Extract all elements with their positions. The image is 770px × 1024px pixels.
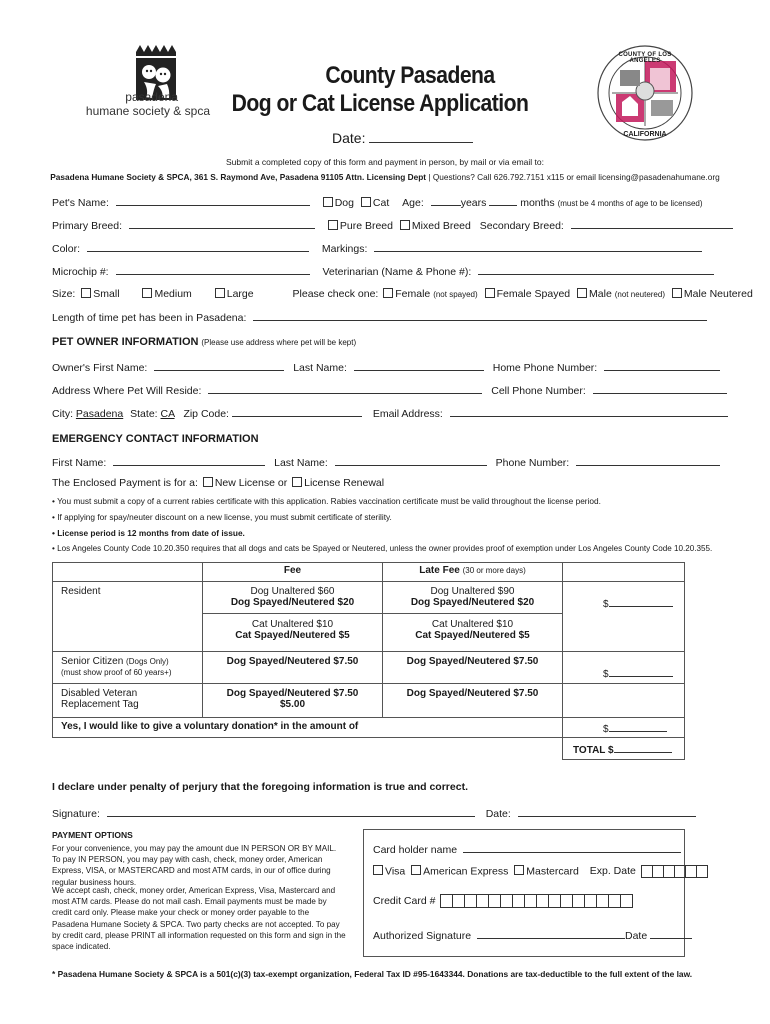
- emergency-last-name-input[interactable]: [335, 455, 487, 466]
- owner-note: (Please use address where pet will be kept): [201, 338, 357, 347]
- pure-breed-label: Pure Breed: [339, 220, 393, 232]
- auth-signature-row: [373, 928, 692, 942]
- color-label: Color:: [52, 243, 81, 255]
- total-label: TOTAL $: [573, 745, 614, 756]
- payment-for-label: The Enclosed Payment is for a:: [52, 477, 198, 489]
- emergency-first-name-input[interactable]: [113, 455, 265, 466]
- senior-note-2: (must show proof of 60 years+): [61, 668, 172, 677]
- logo: [80, 42, 210, 122]
- owner-address-input[interactable]: [208, 383, 482, 394]
- veteran-fee-1: Dog Spayed/Neutered $7.50: [226, 688, 359, 699]
- veteran-fee-2: $5.00: [279, 699, 306, 710]
- logo-line2: humane society & spca: [85, 104, 210, 118]
- date-field: [332, 130, 473, 146]
- male-neutered-checkbox[interactable]: [672, 288, 682, 298]
- zip-label: Zip Code:: [183, 408, 229, 420]
- pure-breed-checkbox[interactable]: [328, 220, 338, 230]
- card-type-row: [373, 865, 708, 878]
- age-years-input[interactable]: [431, 195, 461, 206]
- senior-amount-input[interactable]: [609, 666, 673, 677]
- length-input[interactable]: [253, 310, 707, 321]
- senior-label: Senior Citizen: [61, 656, 124, 667]
- female-label: Female: [395, 288, 431, 300]
- resident-dog-spayed: Dog Spayed/Neutered $20: [230, 597, 355, 608]
- signature-input[interactable]: [107, 806, 475, 817]
- resident-late-dog-unaltered: Dog Unaltered $90: [430, 586, 515, 597]
- resident-dog-unaltered: Dog Unaltered $60: [250, 586, 335, 597]
- owner-last-name-label: Last Name:: [293, 362, 347, 374]
- mixed-breed-checkbox[interactable]: [400, 220, 410, 230]
- bullet-3: • License period is 12 months from date of issue.: [52, 528, 245, 538]
- markings-label: Markings:: [321, 243, 368, 255]
- large-checkbox[interactable]: [215, 288, 225, 298]
- owner-address-label: Address Where Pet Will Reside:: [52, 385, 202, 397]
- total-cell: [563, 738, 685, 760]
- late-fee-header: [383, 563, 563, 582]
- state-value[interactable]: CA: [160, 408, 175, 420]
- city-label: City:: [52, 408, 73, 420]
- check-one-label: Please check one:: [292, 288, 379, 300]
- senior-note-1: (Dogs Only): [126, 657, 169, 666]
- veteran-fee-cell: [203, 684, 383, 718]
- male-neutered-label: Male Neutered: [683, 288, 753, 300]
- veteran-late-fee: Dog Spayed/Neutered $7.50: [383, 684, 563, 718]
- total-input[interactable]: [614, 742, 672, 753]
- color-row: [52, 241, 702, 255]
- resident-late-cat-divider: [383, 613, 562, 641]
- dog-label: Dog: [334, 197, 354, 209]
- signature-row: [52, 806, 696, 820]
- emergency-last-name-label: Last Name:: [274, 457, 328, 469]
- resident-late-dog-spayed: Dog Spayed/Neutered $20: [410, 597, 535, 608]
- female-spayed-label: Female Spayed: [496, 288, 571, 300]
- table-row: [53, 738, 685, 760]
- medium-label: Medium: [154, 288, 192, 300]
- table-row: [53, 563, 685, 582]
- table-row: [53, 582, 685, 652]
- resident-fee-cell: [203, 582, 383, 652]
- fee-table: [52, 562, 685, 760]
- cat-checkbox[interactable]: [361, 197, 371, 207]
- vet-label: Veterinarian (Name & Phone #):: [322, 266, 472, 278]
- renewal-label: License Renewal: [304, 477, 385, 489]
- auth-date-input[interactable]: [650, 928, 692, 939]
- payment-for-row: [52, 477, 384, 489]
- seal-top-text: COUNTY OF LOS ANGELES: [618, 52, 672, 64]
- dog-checkbox[interactable]: [323, 197, 333, 207]
- renewal-checkbox[interactable]: [292, 477, 302, 487]
- footer-note: * Pasadena Humane Society & SPCA is a 501(c)(3) tax-exempt organization, Federal Tax ID #95-1643344. Donations are tax-deductible to the full extent of the law.: [52, 969, 693, 979]
- submit-note: Submit a completed copy of this form and payment in person, by mail or via email to:: [226, 157, 544, 167]
- credit-card-label: Credit Card #: [373, 894, 436, 907]
- pet-name-input[interactable]: [116, 195, 310, 206]
- new-license-label: New License or: [214, 477, 288, 489]
- city-value[interactable]: Pasadena: [75, 408, 124, 420]
- owner-name-row: [52, 360, 720, 374]
- male-checkbox[interactable]: [577, 288, 587, 298]
- home-phone-input[interactable]: [604, 360, 720, 371]
- medium-checkbox[interactable]: [142, 288, 152, 298]
- bullet-3-text: License period is 12 months from date of issue.: [57, 528, 245, 538]
- owner-city-row: [52, 406, 728, 420]
- seal-bottom-text: CALIFORNIA: [623, 131, 667, 138]
- resident-label: Resident: [53, 582, 203, 652]
- bullet-2: • If applying for spay/neuter discount on a new license, you must submit certificate of sterility.: [52, 512, 392, 522]
- new-license-checkbox[interactable]: [203, 477, 213, 487]
- primary-breed-input[interactable]: [129, 218, 315, 229]
- bullet-2-text: If applying for spay/neuter discount on a new license, you must submit certificate of sterility.: [57, 512, 392, 522]
- months-label: months: [520, 197, 555, 209]
- female-spayed-checkbox[interactable]: [485, 288, 495, 298]
- mastercard-label: Mastercard: [526, 865, 579, 878]
- pet-name-row: [52, 195, 703, 209]
- visa-checkbox[interactable]: [373, 865, 383, 875]
- emergency-phone-input[interactable]: [576, 455, 720, 466]
- exp-digit[interactable]: [696, 865, 708, 878]
- logo-line1: pasadena: [125, 90, 178, 104]
- payment-options-p1: For your convenience, you may pay the amount due IN PERSON OR BY MAIL. To pay IN PERSON, you may pay with cash, check, money order, American Express, VISA, or MASTERCARD and most ATM cards, in our of office during regular business hours.: [52, 844, 337, 887]
- months-note: (must be 4 months of age to be licensed): [557, 199, 703, 208]
- credit-card-boxes[interactable]: [441, 895, 633, 907]
- microchip-row: [52, 264, 714, 278]
- declaration-date-label: Date:: [485, 808, 511, 820]
- cell-phone-input[interactable]: [593, 383, 727, 394]
- owner-title: PET OWNER INFORMATION: [52, 336, 199, 348]
- resident-late-fee-cell: [383, 582, 563, 652]
- fee-header: Fee: [203, 563, 383, 582]
- amex-checkbox[interactable]: [411, 865, 421, 875]
- veteran-amount-cell: [563, 684, 685, 718]
- bullet-4: • Los Angeles County Code 10.20.350 requires that all dogs and cats be Spayed or Neutered, unless the owner provides proof of exemption under Los Angeles County Code 10.20.355.: [52, 544, 713, 553]
- donation-dollar: $: [603, 724, 609, 735]
- cell-phone-label: Cell Phone Number:: [491, 385, 586, 397]
- total-spacer: [53, 738, 563, 760]
- length-label: Length of time pet has been in Pasadena:: [52, 312, 247, 324]
- veteran-label-2: Replacement Tag: [61, 699, 139, 710]
- cc-digit[interactable]: [620, 894, 633, 908]
- cat-label: Cat: [372, 197, 390, 209]
- amex-label: American Express: [423, 865, 509, 878]
- owner-first-name-label: Owner's First Name:: [52, 362, 148, 374]
- vet-input[interactable]: [478, 264, 714, 275]
- card-holder-input[interactable]: [463, 842, 681, 853]
- female-checkbox[interactable]: [383, 288, 393, 298]
- bullet-4-text: Los Angeles County Code 10.20.350 requires that all dogs and cats be Spayed or Neutered, unless the owner provides proof of exemption under Los Angeles County Code 10.20.355.: [57, 544, 713, 553]
- secondary-breed-label: Secondary Breed:: [479, 220, 564, 232]
- page-title-line2: Dog or Cat License Application: [231, 90, 529, 117]
- zip-input[interactable]: [232, 406, 362, 417]
- veteran-cell: [53, 684, 203, 718]
- resident-dollar: $: [603, 599, 609, 610]
- donation-input[interactable]: [609, 721, 667, 732]
- signature-label: Signature:: [52, 808, 100, 820]
- senior-fee: Dog Spayed/Neutered $7.50: [203, 652, 383, 684]
- owner-last-name-input[interactable]: [354, 360, 484, 371]
- resident-cat-spayed: Cat Spayed/Neutered $5: [235, 630, 350, 641]
- microchip-label: Microchip #:: [52, 266, 109, 278]
- resident-amount-input[interactable]: [609, 596, 673, 607]
- senior-dollar: $: [603, 669, 609, 680]
- small-checkbox[interactable]: [81, 288, 91, 298]
- page-title-line1: County Pasadena: [325, 62, 495, 89]
- table-row: [53, 684, 685, 718]
- email-label: Email Address:: [372, 408, 443, 420]
- auth-signature-label: Authorized Signature: [373, 930, 472, 942]
- table-row: [53, 652, 685, 684]
- breed-row: [52, 218, 733, 232]
- auth-date-label: Date: [625, 930, 648, 942]
- late-fee-header-label: Late Fee: [419, 565, 460, 576]
- declaration-date-input[interactable]: [518, 806, 696, 817]
- exp-date-label: Exp. Date: [589, 865, 636, 878]
- credit-card-box: [363, 829, 685, 957]
- contact-line: [0, 172, 770, 182]
- pet-name-label: Pet's Name:: [52, 197, 109, 209]
- date-label: Date:: [332, 130, 366, 146]
- amount-header: [563, 563, 685, 582]
- large-label: Large: [226, 288, 254, 300]
- age-label: Age:: [402, 197, 424, 209]
- emergency-phone-label: Phone Number:: [495, 457, 570, 469]
- years-label: years: [460, 197, 487, 209]
- home-phone-label: Home Phone Number:: [492, 362, 598, 374]
- size-label: Size:: [52, 288, 76, 300]
- bullet-1: • You must submit a copy of a current rabies certificate with this application. Rabies vaccination certificate must be valid throughout the license period.: [52, 496, 601, 506]
- card-holder-row: [373, 842, 681, 856]
- color-input[interactable]: [87, 241, 309, 252]
- mixed-breed-label: Mixed Breed: [411, 220, 471, 232]
- card-holder-label: Card holder name: [373, 844, 458, 856]
- senior-amount-cell: [563, 652, 685, 684]
- secondary-breed-input[interactable]: [571, 218, 733, 229]
- emergency-title: EMERGENCY CONTACT INFORMATION: [52, 433, 259, 445]
- payment-options-p2: We accept cash, check, money order, American Express, Visa, Mastercard and most ATM cards. Please do not mail cash. Email payments must be made by credit card only. Please make your check or money order payable to the Pasadena Humane Society & SPCA. Two party checks are not accepted. To pay by credit card, please PRINT all information requested on this form and sign in the space indicated.: [52, 886, 346, 952]
- mastercard-checkbox[interactable]: [514, 865, 524, 875]
- emergency-first-name-label: First Name:: [52, 457, 107, 469]
- owner-first-name-input[interactable]: [154, 360, 284, 371]
- email-input[interactable]: [450, 406, 728, 417]
- contact-info: | Questions? Call 626.792.7151 x115 or email licensing@pasadenahumane.org: [428, 172, 720, 182]
- visa-label: Visa: [385, 865, 406, 878]
- markings-input[interactable]: [374, 241, 702, 252]
- resident-late-cat-unaltered: Cat Unaltered $10: [431, 619, 514, 630]
- male-label: Male: [589, 288, 612, 300]
- donation-label: Yes, I would like to give a voluntary donation* in the amount of: [53, 718, 563, 738]
- not-spayed-note: (not spayed): [433, 290, 478, 299]
- emergency-name-row: [52, 455, 720, 469]
- senior-cell: [53, 652, 203, 684]
- size-row: [52, 288, 753, 300]
- age-months-input[interactable]: [489, 195, 517, 206]
- credit-card-row: [373, 894, 633, 908]
- primary-breed-label: Primary Breed:: [52, 220, 123, 232]
- state-label: State:: [130, 408, 158, 420]
- owner-section-title: [52, 336, 356, 348]
- veteran-label-1: Disabled Veteran: [61, 688, 138, 699]
- resident-late-cat-spayed: Cat Spayed/Neutered $5: [415, 630, 530, 641]
- bullet-1-text: You must submit a copy of a current rabies certificate with this application. Rabies vaccination certificate must be valid throughout the license period.: [57, 496, 601, 506]
- length-row: [52, 310, 707, 324]
- exp-date-boxes[interactable]: [642, 865, 708, 877]
- payment-options-title: PAYMENT OPTIONS: [52, 830, 133, 840]
- table-row: [53, 718, 685, 738]
- late-fee-header-note: (30 or more days): [462, 566, 526, 575]
- auth-signature-input[interactable]: [477, 928, 625, 939]
- senior-late-fee: Dog Spayed/Neutered $7.50: [383, 652, 563, 684]
- address-bold: Pasadena Humane Society & SPCA, 361 S. Raymond Ave, Pasadena 91105 Attn. Licensing Dept: [50, 172, 427, 182]
- microchip-input[interactable]: [116, 264, 310, 275]
- resident-cat-unaltered: Cat Unaltered $10: [251, 619, 334, 630]
- fee-table-corner: [53, 563, 203, 582]
- small-label: Small: [93, 288, 120, 300]
- not-neutered-note: (not neutered): [614, 290, 665, 299]
- owner-address-row: [52, 383, 727, 397]
- date-input[interactable]: [369, 132, 473, 143]
- resident-amount-cell: [563, 582, 685, 652]
- resident-cat-divider: [203, 613, 382, 641]
- donation-amount-cell: [563, 718, 685, 738]
- declaration-text: I declare under penalty of perjury that the foregoing information is true and correct.: [52, 781, 468, 793]
